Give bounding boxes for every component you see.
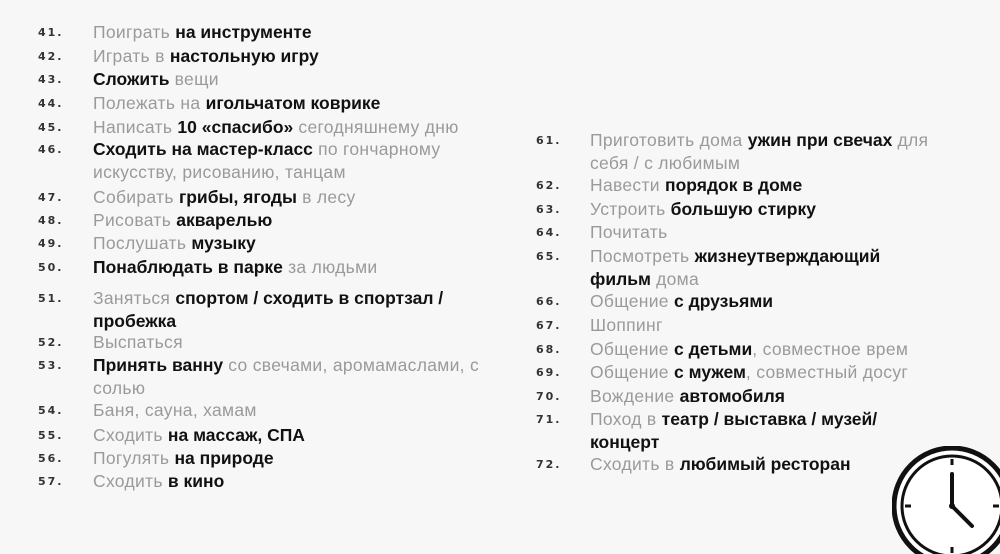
emphasis-text: автомобиля	[679, 386, 785, 406]
plain-text: со свечами, аромамаслами, с	[223, 355, 480, 375]
plain-text: Сходить в	[590, 454, 680, 474]
plain-text: Полежать на	[93, 93, 206, 113]
list-item-text	[590, 314, 663, 336]
emphasis-text: 10 «спасибо»	[177, 117, 294, 137]
list-item-text	[93, 354, 479, 376]
emphasis-text: грибы, ягоды	[178, 187, 297, 207]
list-item-text	[93, 21, 312, 43]
plain-text: Посмотреть	[590, 246, 695, 266]
plain-text: Почитать	[590, 222, 668, 242]
plain-text: Заняться	[93, 288, 176, 308]
plain-text: Поиграть	[93, 22, 176, 42]
clock-icon	[892, 446, 1000, 554]
plain-text: сегодняшнему дню	[293, 117, 459, 137]
plain-text: солью	[93, 378, 146, 398]
item-number: 49.	[38, 237, 64, 250]
item-number: 50.	[38, 261, 64, 274]
item-number: 65.	[536, 250, 562, 263]
plain-text: Погулять	[93, 448, 175, 468]
emphasis-text: Сходить на мастер-класс	[93, 139, 313, 159]
item-number: 45.	[38, 121, 64, 134]
plain-text: Сходить	[93, 471, 168, 491]
item-number: 56.	[38, 452, 64, 465]
plain-text: Выспаться	[93, 332, 183, 352]
emphasis-text: с друзьями	[674, 291, 774, 311]
plain-text: Послушать	[93, 233, 192, 253]
list-item-text	[93, 310, 176, 332]
list-item-text	[93, 377, 145, 399]
item-number: 42.	[38, 50, 64, 63]
list-item-text	[590, 268, 699, 290]
emphasis-text: акварелью	[176, 210, 273, 230]
item-number: 54.	[38, 404, 64, 417]
emphasis-text: в кино	[167, 471, 225, 491]
item-number: 57.	[38, 475, 64, 488]
item-number: 72.	[536, 458, 562, 471]
item-number: 69.	[536, 366, 562, 379]
plain-text: себя / с любимым	[590, 153, 741, 173]
item-number: 44.	[38, 97, 64, 110]
list-item-text	[93, 209, 272, 231]
item-number: 46.	[38, 143, 64, 156]
emphasis-text: игольчатом коврике	[205, 93, 381, 113]
emphasis-text: пробежка	[93, 311, 177, 331]
item-number: 52.	[38, 336, 64, 349]
plain-text: искусству, рисованию, танцам	[93, 162, 346, 182]
plain-text: для	[892, 130, 929, 150]
list-item-text	[590, 338, 908, 360]
emphasis-text: театр / выставка / музей/	[661, 409, 878, 429]
emphasis-text: с мужем	[674, 362, 746, 382]
item-number: 47.	[38, 191, 64, 204]
plain-text: Сходить	[93, 425, 168, 445]
emphasis-text: музыку	[191, 233, 256, 253]
plain-text: Навести	[590, 175, 666, 195]
list-item-text	[93, 92, 380, 114]
emphasis-text: с детьми	[674, 339, 753, 359]
list-item-text	[590, 198, 816, 220]
item-number: 71.	[536, 413, 562, 426]
item-number: 62.	[536, 179, 562, 192]
emphasis-text: на природе	[174, 448, 274, 468]
plain-text: Общение	[590, 291, 675, 311]
item-number: 55.	[38, 429, 64, 442]
item-number: 61.	[536, 134, 562, 147]
list-item-text	[93, 447, 274, 469]
list-item-text	[590, 431, 659, 453]
list-item-text	[93, 424, 305, 446]
emphasis-text: на массаж, СПА	[167, 425, 305, 445]
item-number: 66.	[536, 295, 562, 308]
item-number: 43.	[38, 73, 64, 86]
item-number: 53.	[38, 359, 64, 372]
list-item-text	[590, 385, 785, 407]
plain-text: в лесу	[296, 187, 356, 207]
emphasis-text: порядок в доме	[665, 175, 803, 195]
item-number: 51.	[38, 292, 64, 305]
plain-text: Собирать	[93, 187, 179, 207]
list-item-text	[590, 453, 851, 475]
list-item-text	[93, 68, 219, 90]
list-item-text	[93, 138, 440, 160]
plain-text: Играть в	[93, 46, 170, 66]
emphasis-text: спортом / сходить в спортзал /	[175, 288, 444, 308]
emphasis-text: большую стирку	[670, 199, 816, 219]
item-number: 48.	[38, 214, 64, 227]
list-item-text	[93, 186, 356, 208]
list-item-text	[93, 45, 319, 67]
list-item-text	[590, 361, 908, 383]
item-number: 68.	[536, 343, 562, 356]
plain-text: Рисовать	[93, 210, 177, 230]
plain-text: , совместный досуг	[745, 362, 909, 382]
list-item-text	[93, 116, 459, 138]
list-item-text	[93, 470, 224, 492]
plain-text: за людьми	[282, 257, 378, 277]
emphasis-text: настольную игру	[169, 46, 319, 66]
emphasis-text: Понаблюдать в парке	[93, 257, 283, 277]
list-item-text	[590, 245, 880, 267]
list-item-text	[93, 331, 183, 353]
list-item-text	[590, 408, 877, 430]
plain-text: Шоппинг	[590, 315, 663, 335]
plain-text: Общение	[590, 339, 675, 359]
item-number: 67.	[536, 319, 562, 332]
item-number: 70.	[536, 390, 562, 403]
plain-text: дома	[650, 269, 699, 289]
plain-text: Общение	[590, 362, 675, 382]
emphasis-text: Сложить	[93, 69, 170, 89]
list-item-text	[93, 232, 256, 254]
emphasis-text: любимый ресторан	[679, 454, 851, 474]
plain-text: Приготовить дома	[590, 130, 748, 150]
plain-text: вещи	[169, 69, 219, 89]
item-number: 41.	[38, 26, 64, 39]
list-item-text	[93, 256, 378, 278]
list-item-text	[93, 287, 443, 309]
plain-text: , совместное врем	[752, 339, 909, 359]
list-item-text	[590, 174, 802, 196]
emphasis-text: Принять ванну	[93, 355, 224, 375]
emphasis-text: на инструменте	[175, 22, 312, 42]
list-item-text	[590, 290, 773, 312]
plain-text: Вождение	[590, 386, 680, 406]
item-number: 64.	[536, 226, 562, 239]
item-number: 63.	[536, 203, 562, 216]
plain-text: Устроить	[590, 199, 671, 219]
emphasis-text: концерт	[590, 432, 660, 452]
list-item-text	[93, 161, 346, 183]
list-item-text	[590, 221, 668, 243]
emphasis-text: жизнеутверждающий	[694, 246, 881, 266]
list-item-text	[590, 152, 740, 174]
plain-text: по гончарному	[312, 139, 441, 159]
plain-text: Написать	[93, 117, 178, 137]
list-item-text	[93, 399, 257, 421]
plain-text: Баня, сауна, хамам	[93, 400, 257, 420]
list-item-text	[590, 129, 928, 151]
plain-text: Поход в	[590, 409, 662, 429]
emphasis-text: ужин при свечах	[747, 130, 893, 150]
emphasis-text: фильм	[590, 269, 651, 289]
